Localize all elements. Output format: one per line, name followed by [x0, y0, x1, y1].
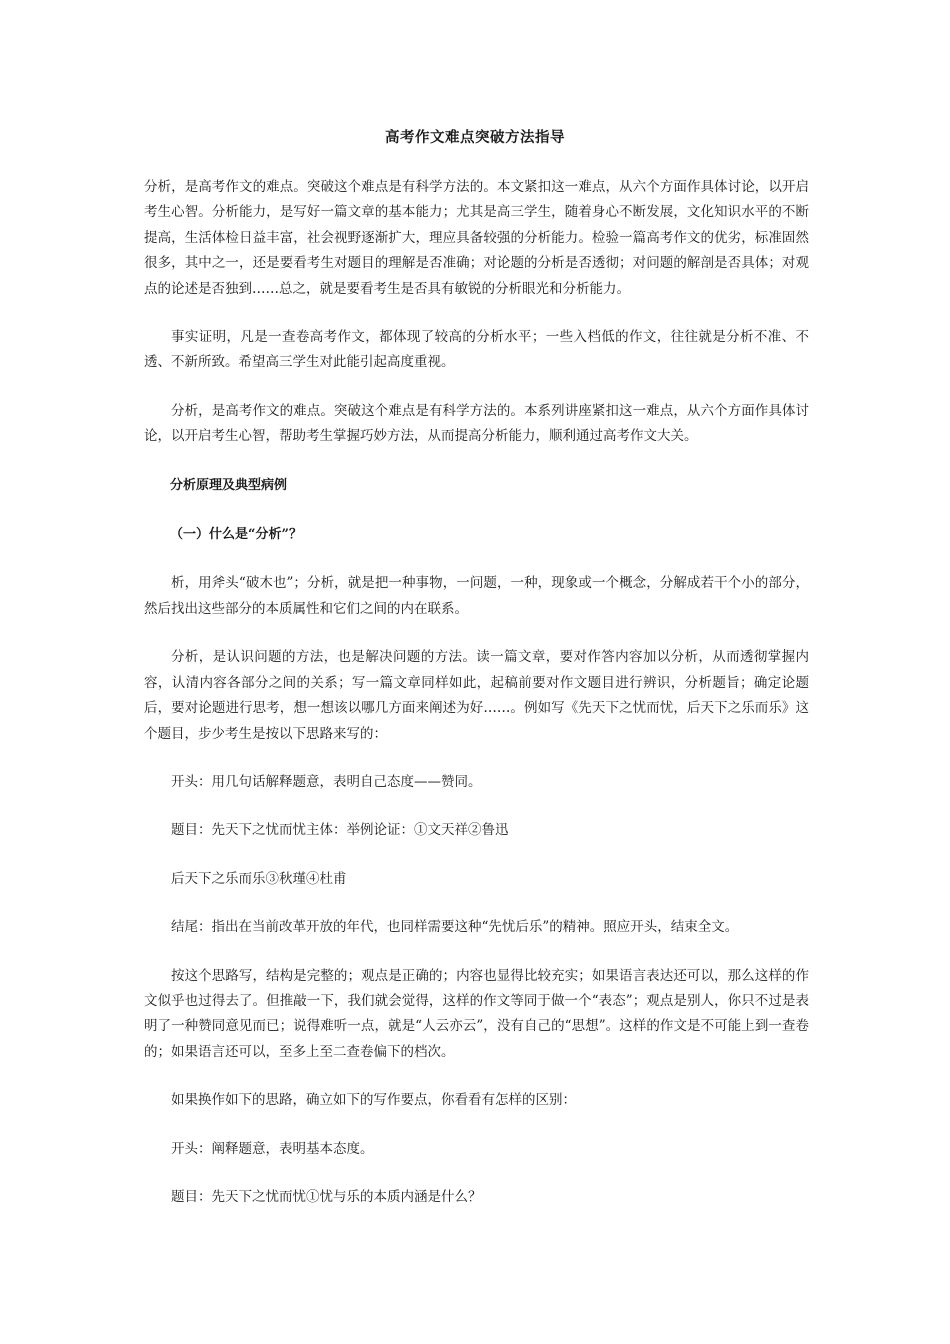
- section-heading: 分析原理及典型病例: [170, 477, 288, 493]
- outline-body-1: 题目：先天下之忧而忧主体：举例论证：①文天祥②鲁迅: [171, 822, 509, 839]
- document-body: [144, 175, 809, 1233]
- paragraph-method: 分析，是认识问题的方法，也是解决问题的方法。读一篇文章，要对作答内容加以分析，从而透彻掌握内容，认清内容各部分之间的关系；写一篇文章同样如此，起稿前要对作文题目进行辨识，分析题旨；确定论题后，要对论题进行思考，想一想该以哪几方面来阐述为好……。例如写《先天下之忧而忧，后天下之乐而乐》这个题目，步少考生是按以下思路来写的：: [144, 649, 809, 742]
- document-title: 高考作文难点突破方法指导: [385, 129, 565, 146]
- paragraph-intro: 分析，是高考作文的难点。突破这个难点是有科学方法的。本文紧扣这一难点，从六个方面作具体讨论，以开启考生心智。分析能力，是写好一篇文章的基本能力；尤其是高三学生，随着身心不断发展，文化知识水平的不断提高，生活体检日益丰富，社会视野逐渐扩大，理应具备较强的分析能力。检验一篇高考作文的优劣，标准固然很多，其中之一，还是要看考生对题目的理解是否准确；对论题的分析是否透彻；对问题的解剖是否具体；对观点的论述是否独到……总之，就是要看考生是否具有敏锐的分析眼光和分析能力。: [144, 179, 809, 297]
- subsection-heading: （一）什么是“分析”？: [170, 527, 302, 543]
- paragraph-facts: 事实证明，凡是一查卷高考作文，都体现了较高的分析水平；一些入档低的作文，往往就是分析不准、不透、不新所致。希望高三学生对此能引起高度重视。: [144, 329, 809, 371]
- paragraph-definition: 析，用斧头“破木也”；分析，就是把一种事物，一问题，一种，现象或一个概念，分解成若干个小的部分，然后找出这些部分的本质属性和它们之间的内在联系。: [144, 575, 809, 617]
- outline-ending: 结尾：指出在当前改革开放的年代，也同样需要这种“先忧后乐”的精神。照应开头，结束全文。: [171, 919, 739, 936]
- alt-outline-body: 题目：先天下之忧而忧①忧与乐的本质内涵是什么？: [171, 1188, 482, 1205]
- alt-outline-opening: 开头：阐释题意，表明基本态度。: [171, 1140, 374, 1157]
- paragraph-critique: 按这个思路写，结构是完整的；观点是正确的；内容也显得比较充实；如果语言表达还可以，那么这样的作文似乎也过得去了。但推敲一下，我们就会觉得，这样的作文等同于做一个“表态”；观点是别人，你只不过是表明了一种赞同意见而已；说得难听一点，就是“人云亦云”，没有自己的“思想”。这样的作文是不可能上到一查卷的；如果语言还可以，至多上至二查卷偏下的档次。: [144, 967, 809, 1060]
- paragraph-series-intro: 分析，是高考作文的难点。突破这个难点是有科学方法的。本系列讲座紧扣这一难点，从六个方面作具体讨论，以开启考生心智，帮助考生掌握巧妙方法，从而提高分析能力，顺利通过高考作文大关。: [144, 402, 809, 445]
- paragraph-alternative: 如果换作如下的思路，确立如下的写作要点，你看看有怎样的区别：: [171, 1092, 576, 1109]
- outline-opening: 开头：用几句话解释题意，表明自己态度——赞同。: [171, 773, 482, 790]
- outline-body-2: 后天下之乐而乐③秋瑾④杜甫: [171, 870, 347, 887]
